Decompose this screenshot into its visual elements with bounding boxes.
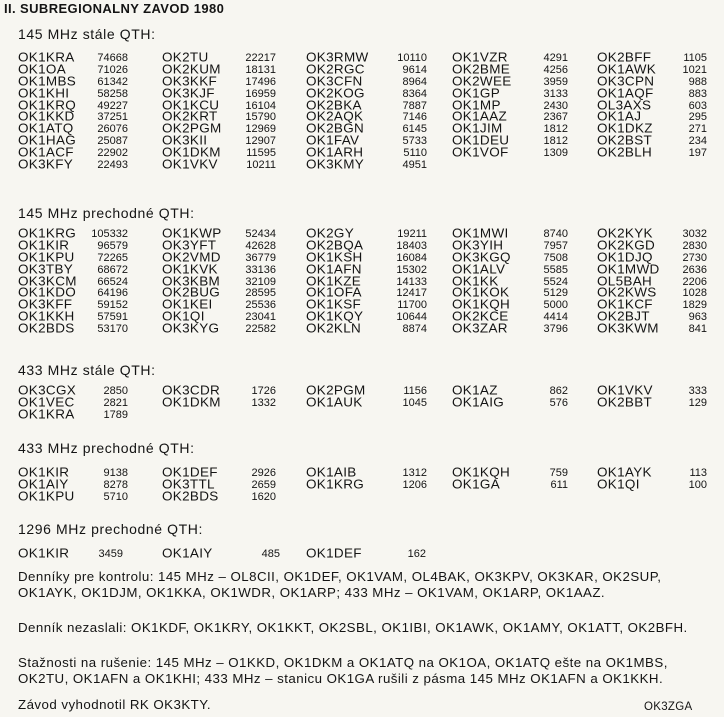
score: 988 bbox=[688, 75, 707, 88]
callsign: OK2WEE bbox=[452, 73, 512, 89]
score: 2636 bbox=[682, 263, 707, 276]
callsign: OK1AIY bbox=[18, 476, 69, 492]
score: 7508 bbox=[543, 251, 568, 264]
score: 10644 bbox=[396, 311, 427, 324]
callsign: OK2KLN bbox=[306, 321, 362, 336]
result-row bbox=[452, 394, 568, 410]
callsign: OK2GY bbox=[306, 226, 355, 241]
results-column bbox=[18, 548, 123, 560]
result-row bbox=[18, 406, 128, 422]
score: 3133 bbox=[543, 87, 568, 100]
callsign: OK3KBM bbox=[162, 273, 221, 288]
callsign: OK2KCE bbox=[452, 309, 509, 324]
callsign: OK1GP bbox=[452, 85, 501, 101]
callsign: OK3KII bbox=[162, 133, 208, 148]
result-row bbox=[306, 394, 427, 410]
score: 14133 bbox=[396, 275, 427, 288]
score: 52434 bbox=[245, 228, 276, 240]
result-row bbox=[452, 147, 568, 159]
callsign: OK1KCF bbox=[597, 297, 653, 312]
callsign: OK1DKM bbox=[162, 394, 221, 410]
score: 271 bbox=[688, 123, 707, 136]
section-heading-1296-prechodne: 1296 MHz prechodné QTH: bbox=[18, 521, 203, 537]
score: 9138 bbox=[103, 467, 128, 479]
results-column bbox=[597, 228, 707, 335]
score: 2430 bbox=[543, 99, 568, 112]
callsign: OK3KFF bbox=[18, 297, 73, 312]
callsign: OK1QI bbox=[597, 476, 640, 492]
callsign: OK3TTL bbox=[162, 476, 215, 492]
callsign: OK1AUK bbox=[306, 394, 363, 410]
score: 4256 bbox=[543, 63, 568, 76]
score: 862 bbox=[549, 385, 568, 397]
results-column bbox=[597, 467, 707, 491]
result-row bbox=[162, 548, 280, 560]
callsign: OK3ZAR bbox=[452, 321, 508, 336]
score: 49227 bbox=[97, 99, 128, 112]
callsign: OK2BDS bbox=[162, 488, 219, 504]
score: 1789 bbox=[103, 408, 128, 421]
score: 10110 bbox=[397, 52, 427, 64]
score: 7887 bbox=[402, 99, 427, 112]
section-heading-433-prechodne: 433 MHz prechodné QTH: bbox=[18, 440, 195, 456]
score: 22582 bbox=[245, 323, 276, 336]
callsign: OK1VEC bbox=[18, 394, 75, 410]
result-row bbox=[452, 476, 568, 492]
document-title: II. SUBREGIONALNY ZAVOD 1980 bbox=[4, 1, 225, 16]
results-column bbox=[162, 467, 276, 503]
score: 3032 bbox=[682, 228, 707, 240]
score: 9614 bbox=[402, 63, 427, 76]
score: 1206 bbox=[402, 478, 427, 491]
score: 8874 bbox=[402, 323, 427, 336]
callsign: OK1KQH bbox=[452, 297, 511, 312]
score: 96579 bbox=[97, 239, 128, 252]
callsign: OK1DKM bbox=[162, 145, 221, 160]
callsign: OL3AXS bbox=[597, 97, 652, 112]
score: 234 bbox=[688, 135, 707, 148]
score: 883 bbox=[688, 87, 707, 100]
result-row bbox=[162, 488, 276, 504]
score: 3796 bbox=[543, 323, 568, 336]
callsign: OK1KRA bbox=[18, 50, 75, 65]
callsign: OK1KCU bbox=[162, 97, 220, 112]
callsign: OK2BKA bbox=[306, 97, 362, 112]
score: 1156 bbox=[403, 385, 427, 397]
result-row bbox=[597, 476, 707, 492]
result-row bbox=[597, 323, 707, 335]
score: 2926 bbox=[251, 467, 276, 479]
score: 162 bbox=[407, 548, 426, 560]
callsign: OK2PGM bbox=[306, 383, 366, 398]
callsign: OK1OA bbox=[18, 61, 67, 77]
callsign: OK2BBT bbox=[597, 394, 653, 410]
callsign: OK3KFY bbox=[18, 157, 74, 172]
callsign: OK1VOF bbox=[452, 145, 509, 160]
callsign: OK1KDO bbox=[18, 285, 77, 300]
result-row bbox=[162, 323, 276, 335]
score: 113 bbox=[689, 467, 707, 479]
section-heading-145-stale: 145 MHz stále QTH: bbox=[18, 26, 156, 42]
callsign: OK1MWI bbox=[452, 226, 509, 241]
score: 18131 bbox=[245, 63, 276, 76]
callsign: OK3TBY bbox=[18, 261, 74, 277]
callsign: OK1MWD bbox=[597, 261, 660, 277]
callsign: OK3KJF bbox=[162, 85, 215, 101]
callsign: OK1AIB bbox=[306, 465, 357, 480]
score: 36779 bbox=[245, 251, 276, 264]
score: 1812 bbox=[543, 135, 568, 148]
callsign: OK1KSH bbox=[306, 249, 363, 265]
result-row bbox=[597, 147, 707, 159]
score: 68672 bbox=[97, 263, 128, 276]
callsign: OK3KMY bbox=[306, 157, 365, 172]
callsign: OK1KRA bbox=[18, 406, 75, 422]
callsign: OK1FAV bbox=[306, 133, 360, 148]
results-column bbox=[597, 52, 707, 159]
score: 53170 bbox=[97, 323, 128, 336]
results-column bbox=[18, 467, 128, 503]
score: 8740 bbox=[543, 228, 568, 240]
score: 105332 bbox=[91, 228, 128, 240]
callsign: OK1KIR bbox=[18, 546, 70, 561]
callsign: OK1KQH bbox=[452, 465, 511, 480]
score: 1045 bbox=[402, 396, 427, 409]
callsign: OK1VKV bbox=[162, 157, 218, 172]
score: 25536 bbox=[245, 299, 276, 312]
callsign: OK2BLH bbox=[597, 145, 653, 160]
score: 5733 bbox=[402, 135, 427, 148]
results-column bbox=[306, 548, 426, 560]
result-row bbox=[306, 476, 427, 492]
callsign: OK1AIY bbox=[162, 546, 213, 561]
result-row bbox=[306, 323, 427, 335]
callsign: OK2KRT bbox=[162, 109, 218, 124]
paragraph-logs-for-check: Denníky pre kontrolu: 145 MHz – OL8CII, OK1DEF, OK1VAM, OL4BAK, OK3KPV, OK3KAR, OK2SUP, OK1AYK, OK1DJM, OK1KKA, OK1WDR, OK1ARP; 433 MHz – OK1VAM, OK1ARP, OK1AAZ. bbox=[18, 569, 662, 600]
score: 8964 bbox=[402, 75, 427, 88]
callsign: OK1KWP bbox=[162, 226, 222, 241]
score: 42628 bbox=[245, 239, 276, 252]
score: 1829 bbox=[682, 299, 707, 312]
result-row bbox=[18, 548, 123, 560]
score: 25087 bbox=[97, 135, 128, 148]
callsign: OK1KKD bbox=[18, 109, 75, 124]
score: 28595 bbox=[245, 287, 276, 300]
callsign: OK1MP bbox=[452, 97, 501, 112]
score: 59152 bbox=[97, 299, 128, 312]
callsign: OK1AFN bbox=[306, 261, 362, 277]
score: 22902 bbox=[97, 147, 128, 160]
callsign: OK1KZE bbox=[306, 273, 362, 288]
callsign: OK2BFF bbox=[597, 50, 652, 65]
callsign: OK2BJT bbox=[597, 309, 650, 324]
score: 15302 bbox=[396, 263, 427, 276]
section-heading-433-stale: 433 MHz stále QTH: bbox=[18, 362, 156, 378]
score: 5710 bbox=[103, 490, 128, 503]
score: 66524 bbox=[97, 275, 128, 288]
score: 8278 bbox=[103, 478, 128, 491]
callsign: OK1DEU bbox=[452, 133, 510, 148]
results-column bbox=[306, 228, 427, 335]
callsign: OK2AQK bbox=[306, 109, 364, 124]
callsign: OK1KIR bbox=[18, 465, 70, 480]
callsign: OK2TU bbox=[162, 50, 209, 65]
score: 3459 bbox=[98, 548, 123, 560]
score: 2850 bbox=[103, 385, 128, 397]
callsign: OK3KYG bbox=[162, 321, 220, 336]
callsign: OK2RGC bbox=[306, 61, 365, 77]
callsign: OK1KPU bbox=[18, 249, 75, 265]
results-column bbox=[162, 228, 276, 335]
score: 58258 bbox=[97, 87, 128, 100]
score: 759 bbox=[549, 467, 568, 479]
callsign: OK1OFA bbox=[306, 285, 362, 300]
callsign: OK1KHI bbox=[18, 85, 70, 101]
score: 6145 bbox=[402, 123, 427, 136]
callsign: OK1VZR bbox=[452, 50, 508, 65]
score: 7957 bbox=[543, 239, 568, 252]
callsign: OK1DEF bbox=[306, 546, 362, 561]
callsign: OK1DKZ bbox=[597, 121, 653, 136]
score: 1312 bbox=[402, 467, 427, 479]
callsign: OK1HAG bbox=[18, 133, 77, 148]
callsign: OK1KVK bbox=[162, 261, 218, 277]
callsign: OK2KWS bbox=[597, 285, 657, 300]
score: 2367 bbox=[543, 111, 568, 124]
callsign: OK1VKV bbox=[597, 383, 653, 398]
score: 5129 bbox=[543, 287, 568, 300]
score: 603 bbox=[688, 99, 707, 112]
callsign: OK1GA bbox=[452, 476, 501, 492]
results-column bbox=[18, 385, 128, 421]
callsign: OK1KSF bbox=[306, 297, 362, 312]
score: 1726 bbox=[251, 385, 276, 397]
callsign: OK1ALV bbox=[452, 261, 506, 277]
score: 10211 bbox=[246, 159, 276, 172]
callsign: OK3CFN bbox=[306, 73, 363, 89]
results-column bbox=[162, 52, 276, 171]
callsign: OK3KWM bbox=[597, 321, 659, 336]
score: 15790 bbox=[245, 111, 276, 124]
evaluator-note: Závod vyhodnotil RK OK3KTY. bbox=[18, 697, 211, 712]
score: 485 bbox=[261, 548, 280, 560]
callsign: OK1KIR bbox=[18, 237, 70, 253]
score: 1812 bbox=[543, 123, 568, 136]
paragraph-interference-complaints: Stažnosti na rušenie: 145 MHz – O1KKD, OK1DKM a OK1ATQ na OK1OA, OK1ATQ ešte na OK1MBS, OK2TU, OK1AFN a OK1KHI; 433 MHz – stanicu OK1GA rušili z pásma 145 MHz OK1AFN a OK1KKH. bbox=[18, 655, 668, 686]
score: 1332 bbox=[251, 396, 276, 409]
score: 22493 bbox=[97, 159, 128, 172]
score: 26076 bbox=[97, 123, 128, 136]
callsign: OK1AZ bbox=[452, 383, 498, 398]
results-column bbox=[452, 52, 568, 159]
results-column bbox=[452, 228, 568, 335]
callsign: OK1KQY bbox=[306, 309, 364, 324]
score: 12417 bbox=[396, 287, 427, 300]
callsign: OK2KUM bbox=[162, 61, 221, 77]
callsign: OK2BUG bbox=[162, 285, 221, 300]
callsign: OK1ARH bbox=[306, 145, 364, 160]
score: 16959 bbox=[245, 87, 276, 100]
callsign: OK1KRQ bbox=[18, 97, 77, 112]
callsign: OK1ACF bbox=[18, 145, 74, 160]
score: 5524 bbox=[543, 275, 568, 288]
score: 12907 bbox=[245, 135, 276, 148]
section-heading-145-prechodne: 145 MHz prechodné QTH: bbox=[18, 205, 195, 221]
callsign: OK1AYK bbox=[597, 465, 652, 480]
score: 2206 bbox=[682, 275, 707, 288]
callsign: OK1MBS bbox=[18, 73, 77, 89]
score: 8364 bbox=[402, 87, 427, 100]
callsign: OK3KCM bbox=[18, 273, 77, 288]
callsign: OK1AIG bbox=[452, 394, 505, 410]
score: 5110 bbox=[403, 147, 427, 160]
score: 841 bbox=[688, 323, 707, 336]
callsign: OK1DJQ bbox=[597, 249, 653, 265]
results-column bbox=[306, 467, 427, 491]
score: 11595 bbox=[246, 147, 276, 160]
score: 1028 bbox=[682, 287, 707, 300]
callsign: OL5BAH bbox=[597, 273, 653, 288]
score: 16104 bbox=[245, 99, 276, 112]
score: 5000 bbox=[543, 299, 568, 312]
callsign: OK1AWK bbox=[597, 61, 657, 77]
score: 18403 bbox=[396, 239, 427, 252]
score: 11700 bbox=[397, 299, 427, 312]
callsign: OK1KRG bbox=[306, 476, 365, 492]
score: 72265 bbox=[97, 251, 128, 264]
score: 17496 bbox=[245, 75, 276, 88]
score: 1021 bbox=[682, 63, 707, 76]
callsign: OK2BGN bbox=[306, 121, 365, 136]
results-column bbox=[306, 385, 427, 409]
results-column bbox=[597, 385, 707, 409]
score: 12969 bbox=[245, 123, 276, 136]
score: 57591 bbox=[97, 311, 128, 324]
score: 2830 bbox=[682, 239, 707, 252]
score: 64196 bbox=[97, 287, 128, 300]
score: 197 bbox=[688, 147, 707, 160]
score: 4414 bbox=[543, 311, 568, 324]
score: 32109 bbox=[245, 275, 276, 288]
callsign: OK1AQF bbox=[597, 85, 654, 101]
result-row bbox=[18, 159, 128, 171]
score: 37251 bbox=[97, 111, 128, 124]
score: 295 bbox=[688, 111, 707, 124]
callsign: OK2BST bbox=[597, 133, 653, 148]
score: 4951 bbox=[402, 159, 427, 172]
results-column bbox=[306, 52, 427, 171]
score: 1309 bbox=[543, 147, 568, 160]
callsign: OK1AJ bbox=[597, 109, 642, 124]
callsign: OK2BME bbox=[452, 61, 511, 77]
score: 2821 bbox=[103, 396, 128, 409]
score: 2730 bbox=[682, 251, 707, 264]
callsign: OK1KEI bbox=[162, 297, 213, 312]
result-row bbox=[18, 488, 128, 504]
callsign: OK2KGD bbox=[597, 237, 656, 253]
callsign: OK3RMW bbox=[306, 50, 369, 65]
score: 7146 bbox=[402, 111, 427, 124]
callsign: OK3CDR bbox=[162, 383, 221, 398]
callsign: OK1AAZ bbox=[452, 109, 508, 124]
score: 100 bbox=[688, 478, 707, 491]
callsign: OK2BQA bbox=[306, 237, 364, 253]
score: 1105 bbox=[683, 52, 707, 64]
results-column bbox=[18, 228, 128, 335]
callsign: OK3KGQ bbox=[452, 249, 511, 265]
result-row bbox=[162, 159, 276, 171]
callsign: OK1KOK bbox=[452, 285, 510, 300]
author-signature: OK3ZGA bbox=[644, 701, 693, 713]
score: 611 bbox=[550, 478, 568, 491]
paragraph-logs-not-sent: Denník nezaslali: OK1KDF, OK1KRY, OK1KKT, OK2SBL, OK1IBI, OK1AWK, OK1AMY, OK1ATT, OK2BFH. bbox=[18, 620, 688, 635]
score: 963 bbox=[688, 311, 707, 324]
callsign: OK3KKF bbox=[162, 73, 218, 89]
result-row bbox=[306, 548, 426, 560]
score: 23041 bbox=[245, 311, 276, 324]
callsign: OK2KOG bbox=[306, 85, 365, 101]
results-column bbox=[452, 467, 568, 491]
callsign: OK1KK bbox=[452, 273, 499, 288]
callsign: OK3CPN bbox=[597, 73, 655, 89]
callsign: OK1QI bbox=[162, 309, 205, 324]
score: 1620 bbox=[251, 490, 276, 503]
score: 16084 bbox=[396, 251, 427, 264]
score: 3959 bbox=[543, 75, 568, 88]
score: 5585 bbox=[543, 263, 568, 276]
callsign: OK1DEF bbox=[162, 465, 218, 480]
callsign: OK1JIM bbox=[452, 121, 503, 136]
score: 61342 bbox=[97, 75, 128, 88]
callsign: OK2KYK bbox=[597, 226, 653, 241]
result-row bbox=[597, 394, 707, 410]
score: 33136 bbox=[245, 263, 276, 276]
result-row bbox=[452, 323, 568, 335]
callsign: OK1KKH bbox=[18, 309, 75, 324]
score: 19211 bbox=[397, 228, 427, 240]
score: 4291 bbox=[543, 52, 568, 64]
callsign: OK3CGX bbox=[18, 383, 77, 398]
results-column bbox=[162, 385, 276, 409]
result-row bbox=[306, 159, 427, 171]
callsign: OK2BDS bbox=[18, 321, 75, 336]
result-row bbox=[18, 323, 128, 335]
score: 22217 bbox=[245, 52, 276, 64]
score: 2659 bbox=[251, 478, 276, 491]
callsign: OK1KPU bbox=[18, 488, 75, 504]
score: 333 bbox=[688, 385, 707, 397]
score: 129 bbox=[688, 396, 707, 409]
callsign: OK2PGM bbox=[162, 121, 222, 136]
callsign: OK2VMD bbox=[162, 249, 221, 265]
callsign: OK3YFT bbox=[162, 237, 217, 253]
results-column bbox=[162, 548, 280, 560]
results-column bbox=[18, 52, 128, 171]
callsign: OK3YIH bbox=[452, 237, 504, 253]
result-row bbox=[162, 394, 276, 410]
callsign: OK1KRG bbox=[18, 226, 77, 241]
score: 576 bbox=[549, 396, 568, 409]
results-column bbox=[452, 385, 568, 409]
score: 74668 bbox=[97, 52, 128, 64]
score: 71026 bbox=[97, 63, 128, 76]
callsign: OK1ATQ bbox=[18, 121, 74, 136]
